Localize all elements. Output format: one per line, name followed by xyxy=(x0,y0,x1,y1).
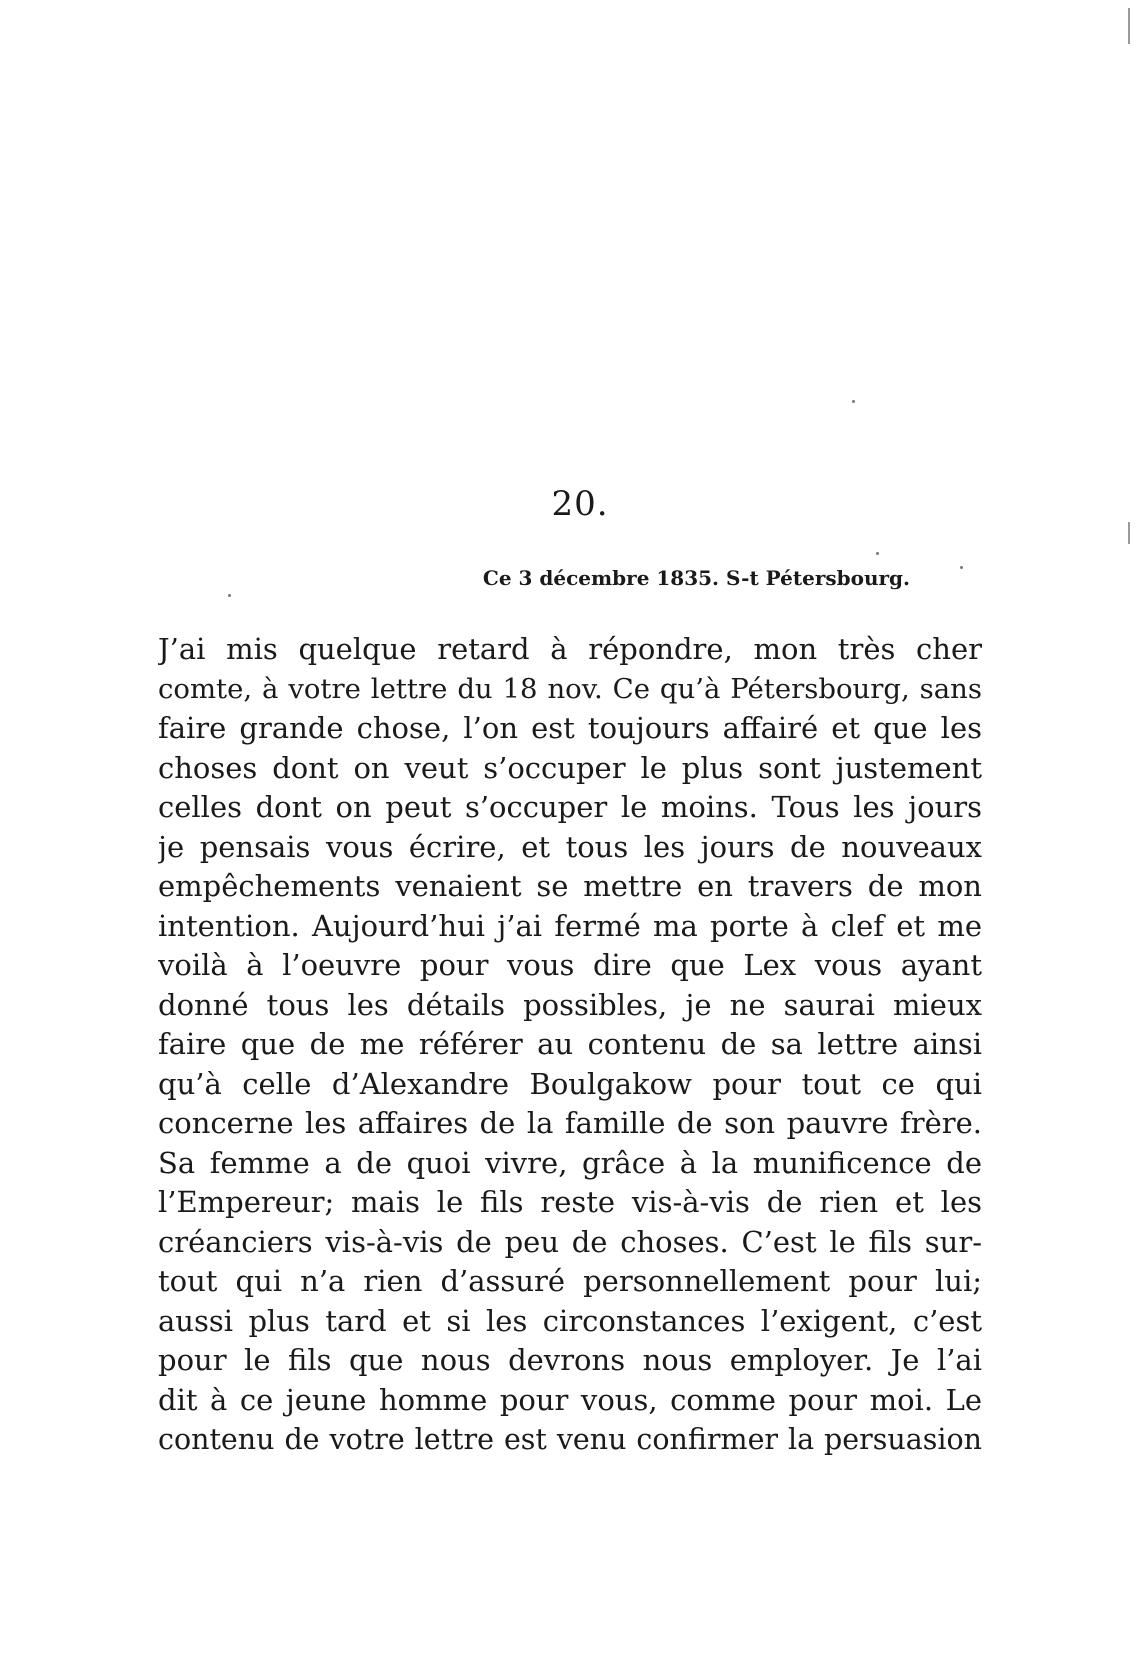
text-line: aussi plus tard et si les circonstances l’exigent, c’est xyxy=(158,1303,982,1338)
text-line: pour le fils que nous devrons nous employer. Je l’ai xyxy=(158,1343,982,1377)
text-line: je pensais vous écrire, et tous les jours de nouveaux xyxy=(158,829,982,864)
text-line: concerne les affaires de la famille de son pauvre frère. xyxy=(158,1106,982,1140)
scan-speck xyxy=(876,552,879,555)
text-line: celles dont on peut s’occuper le moins. Tous les jours xyxy=(158,790,982,824)
scan-speck xyxy=(960,566,963,569)
text-line: choses dont on veut s’occuper le plus sont justement xyxy=(158,750,982,785)
text-line: qu’à celle d’Alexandre Boulgakow pour tout ce qui xyxy=(158,1066,982,1101)
letter-body xyxy=(158,630,982,1460)
letter-dateline: Ce 3 décembre 1835. S-t Pétersbourg. xyxy=(482,566,910,590)
text-line: dit à ce jeune homme pour vous, comme pour moi. Le xyxy=(158,1382,982,1417)
text-line: faire que de me référer au contenu de sa lettre ainsi xyxy=(158,1027,982,1061)
scan-speck xyxy=(852,400,855,403)
text-line: l’Empereur; mais le fils reste vis-à-vis de rien et les xyxy=(158,1185,982,1219)
text-line: empêchements venaient se mettre en travers de mon xyxy=(158,869,982,903)
text-line: créanciers vis-à-vis de peu de choses. C’est le fils sur- xyxy=(158,1224,982,1259)
text-line: tout qui n’a rien d’assuré personnellement pour lui; xyxy=(158,1264,982,1298)
text-line: J’ai mis quelque retard à répondre, mon très cher xyxy=(158,632,982,666)
scan-edge-mark xyxy=(1128,522,1130,544)
text-line: intention. Aujourd’hui j’ai fermé ma porte à clef et me xyxy=(158,908,982,943)
letter-number: 20. xyxy=(551,484,609,524)
text-line: contenu de votre lettre est venu confirmer la persuasion xyxy=(158,1423,982,1456)
scan-speck xyxy=(228,594,231,597)
text-line: donné tous les détails possibles, je ne saurai mieux xyxy=(158,987,982,1022)
text-line: comte, à votre lettre du 18 nov. Ce qu’à Pétersbourg, sans xyxy=(158,672,982,705)
text-line: Sa femme a de quoi vivre, grâce à la munificence de xyxy=(158,1145,982,1180)
text-line: faire grande chose, l’on est toujours affairé et que les xyxy=(158,711,982,745)
scan-edge-mark xyxy=(1128,8,1130,44)
text-line: voilà à l’oeuvre pour vous dire que Lex vous ayant xyxy=(158,948,982,982)
